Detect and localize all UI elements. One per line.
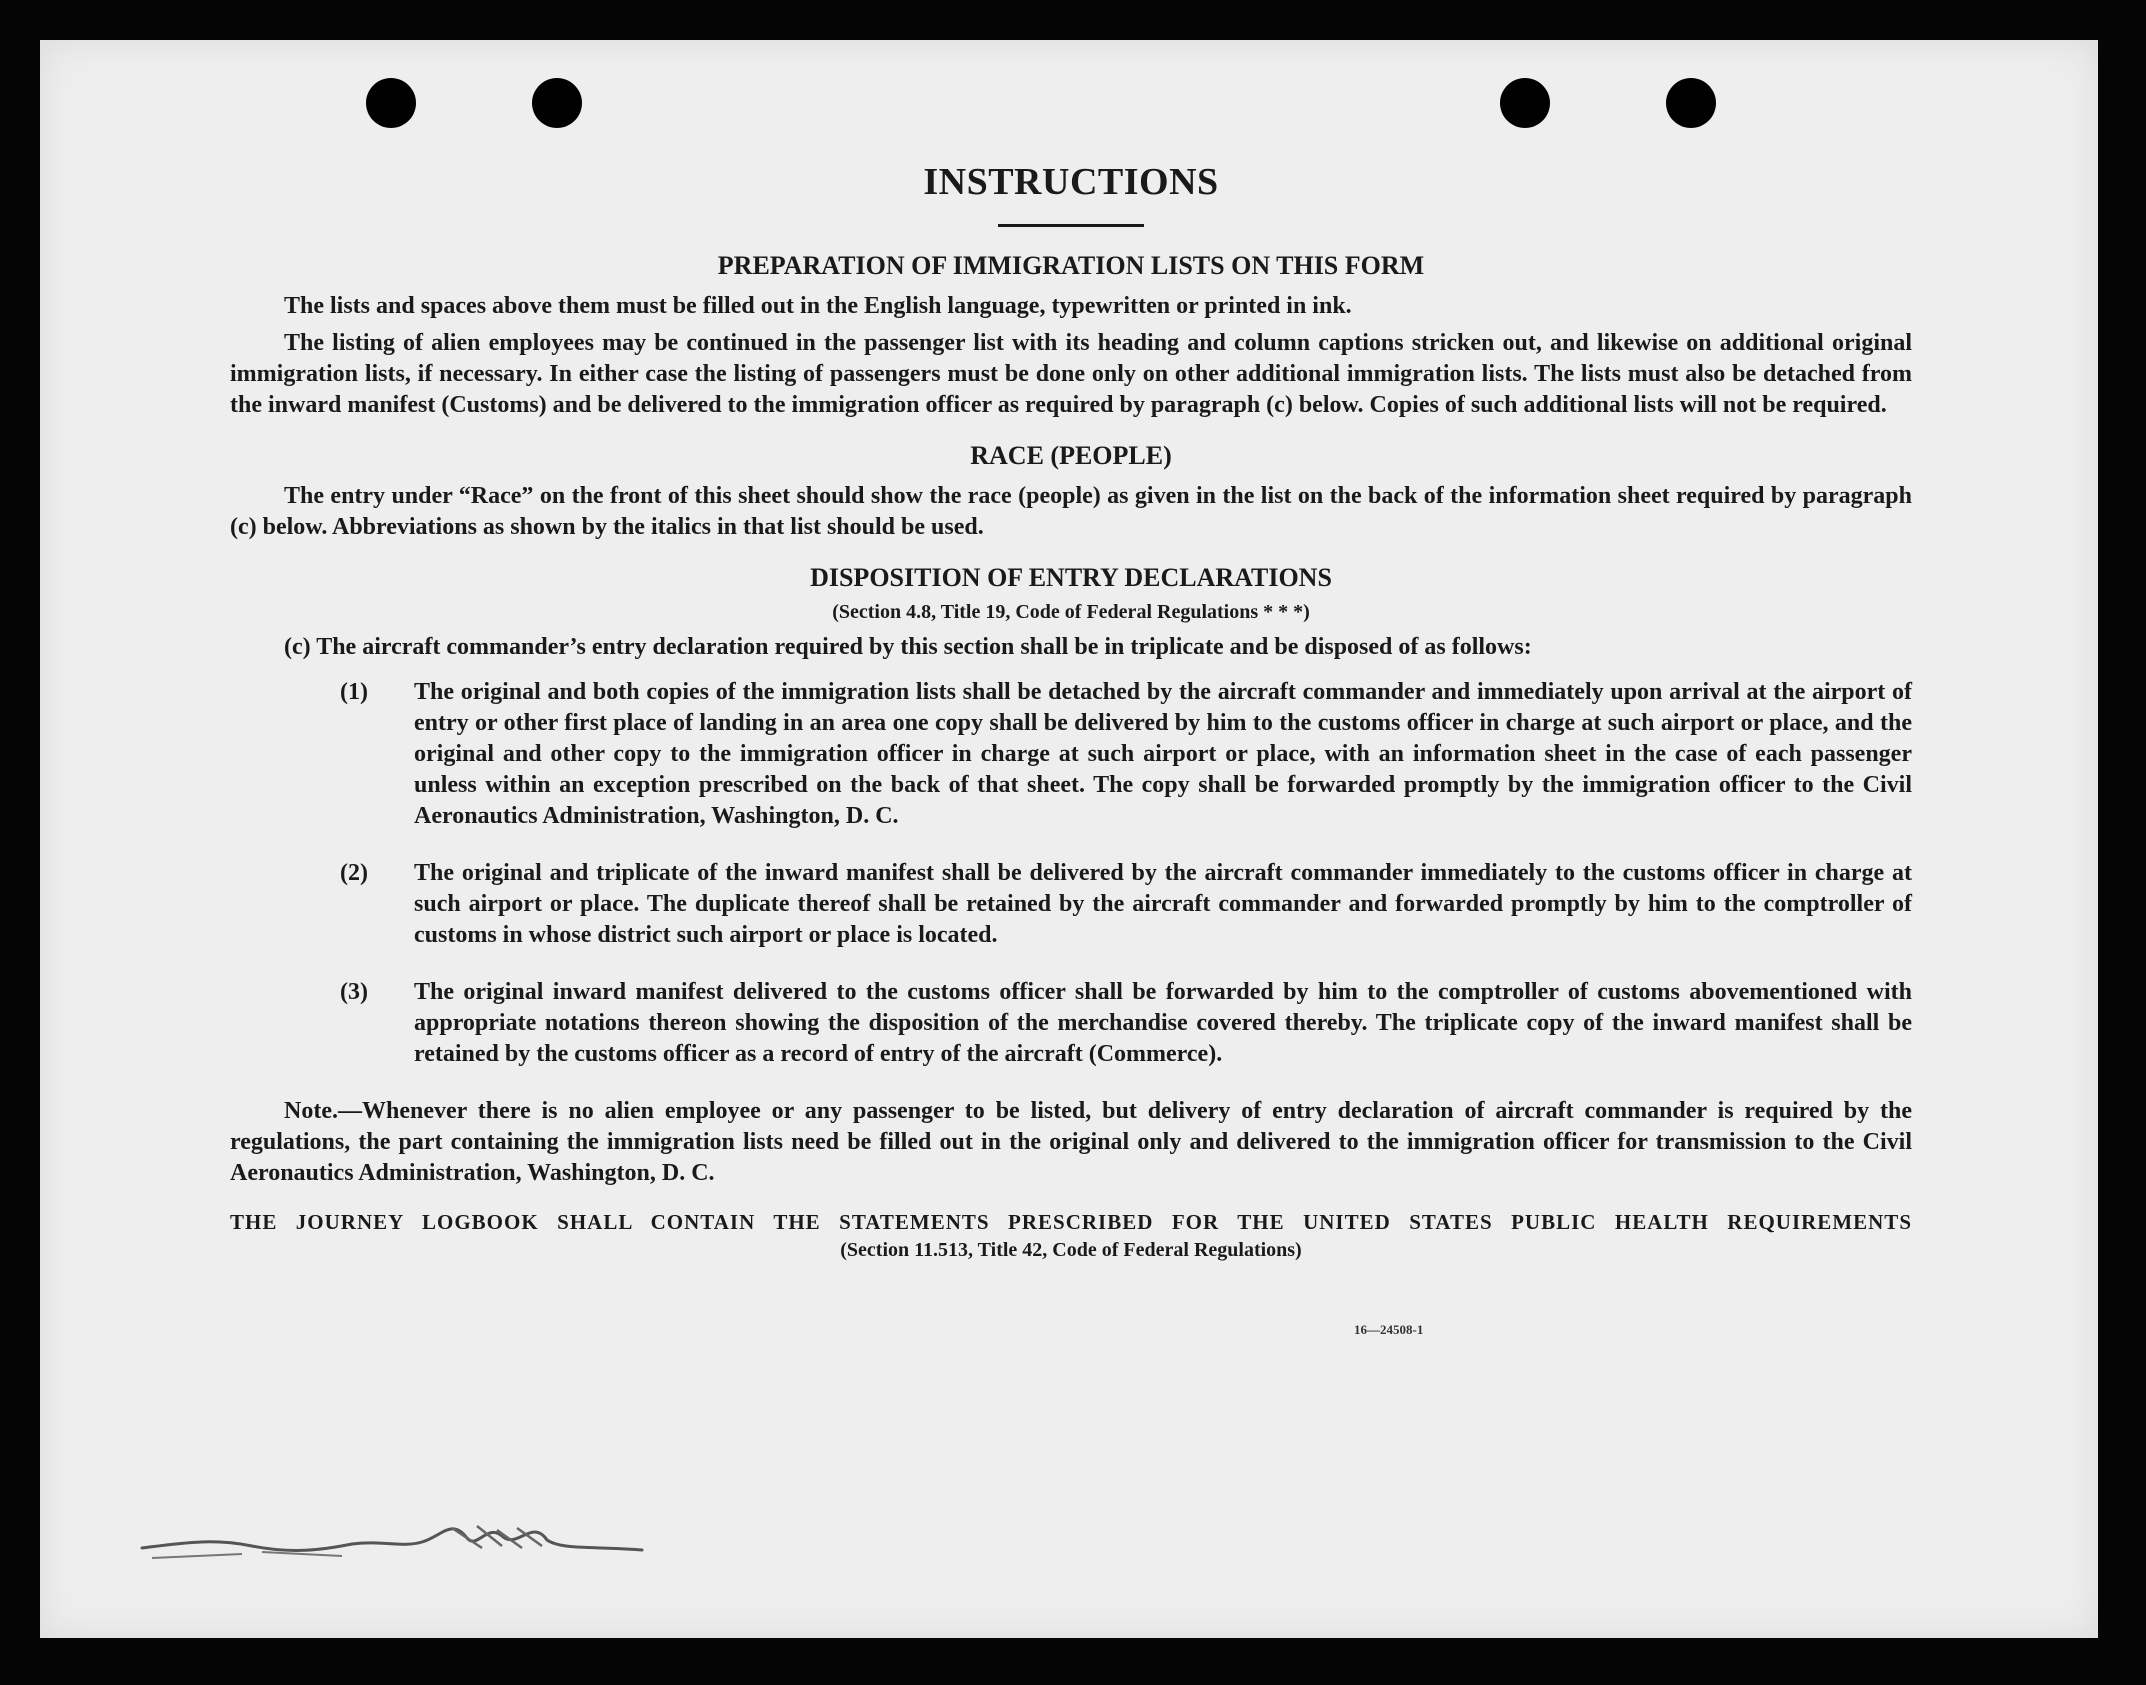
item-text: The original and triplicate of the inward manifest shall be delivered by the aircraft commander immediately to the customs officer in charge at such airport or place. The duplicate thereof shall be retained by the aircraft commander and forwarded promptly by him to the comptroller of customs in whose district such airport or place is located. bbox=[414, 860, 1912, 948]
title-rule bbox=[998, 224, 1144, 227]
form-number: 16—24508-1 bbox=[1354, 1322, 1424, 1337]
disposition-paragraph-c: (c) The aircraft commander’s entry declaration required by this section shall be in triplicate and be disposed of as follows: bbox=[284, 634, 1532, 660]
disposition-item-1 bbox=[230, 677, 1912, 832]
race-heading: RACE (PEOPLE) bbox=[970, 441, 1172, 470]
preparation-paragraph-2: The listing of alien employees may be continued in the passenger list with its heading and column captions stricken out, and likewise on additional original immigration lists, if necessary. In either case the listing of passengers must be done only on other additional immigration lists. The lists must also be detached from the inward manifest (Customs) and be delivered to the immigration officer as required by paragraph (c) below. Copies of such additional lists will not be required. bbox=[230, 330, 1912, 418]
item-number: (1) bbox=[340, 679, 368, 705]
item-number: (3) bbox=[340, 979, 368, 1005]
logbook-citation: (Section 11.513, Title 42, Code of Federal Regulations) bbox=[840, 1239, 1302, 1261]
document-body bbox=[230, 120, 1912, 1263]
disposition-item-3 bbox=[230, 977, 1912, 1070]
handwritten-signature bbox=[122, 1488, 722, 1578]
item-text: The original and both copies of the immigration lists shall be detached by the aircraft commander and immediately upon arrival at the airport of entry or other first place of landing in an area one copy shall be delivered by him to the customs officer in charge at such airport or place, and the original and other copy to the immigration officer in charge at such airport or place, with an information sheet in the case of each passenger unless within an exception prescribed on the back of that sheet. The copy shall be forwarded promptly by the immigration officer to the Civil Aeronautics Administration, Washington, D. C. bbox=[414, 679, 1912, 829]
race-paragraph: The entry under “Race” on the front of this sheet should show the race (people) as given in the list on the back of the information sheet required by paragraph (c) below. Abbreviations as shown by the italics in that list should be used. bbox=[230, 483, 1912, 540]
preparation-heading: PREPARATION OF IMMIGRATION LISTS ON THIS FORM bbox=[717, 251, 1425, 280]
preparation-paragraph-1: The lists and spaces above them must be filled out in the English language, typewritten or printed in ink. bbox=[284, 293, 1352, 319]
disposition-citation: (Section 4.8, Title 19, Code of Federal Regulations * * *) bbox=[832, 601, 1310, 623]
item-number: (2) bbox=[340, 860, 368, 886]
logbook-heading: THE JOURNEY LOGBOOK SHALL CONTAIN THE STATEMENTS PRESCRIBED FOR THE UNITED STATES PUBLIC HEALTH REQUIREMENTS bbox=[230, 1210, 1912, 1234]
disposition-item-2 bbox=[230, 858, 1912, 951]
page-title: INSTRUCTIONS bbox=[923, 161, 1219, 203]
disposition-heading: DISPOSITION OF ENTRY DECLARATIONS bbox=[810, 563, 1332, 592]
item-text: The original inward manifest delivered to the customs officer shall be forwarded by him to the comptroller of customs abovementioned with appropriate notations thereon showing the disposition of the merchandise covered thereby. The triplicate copy of the inward manifest shall be retained by the customs officer as a record of entry of the aircraft (Commerce). bbox=[414, 979, 1912, 1067]
note-paragraph: Note.—Whenever there is no alien employee or any passenger to be listed, but delivery of entry declaration of aircraft commander is required by the regulations, the part containing the immigration lists need be filled out in the original only and delivered to the immigration officer for transmission to the Civil Aeronautics Administration, Washington, D. C. bbox=[230, 1098, 1912, 1186]
document-sheet bbox=[40, 40, 2098, 1638]
